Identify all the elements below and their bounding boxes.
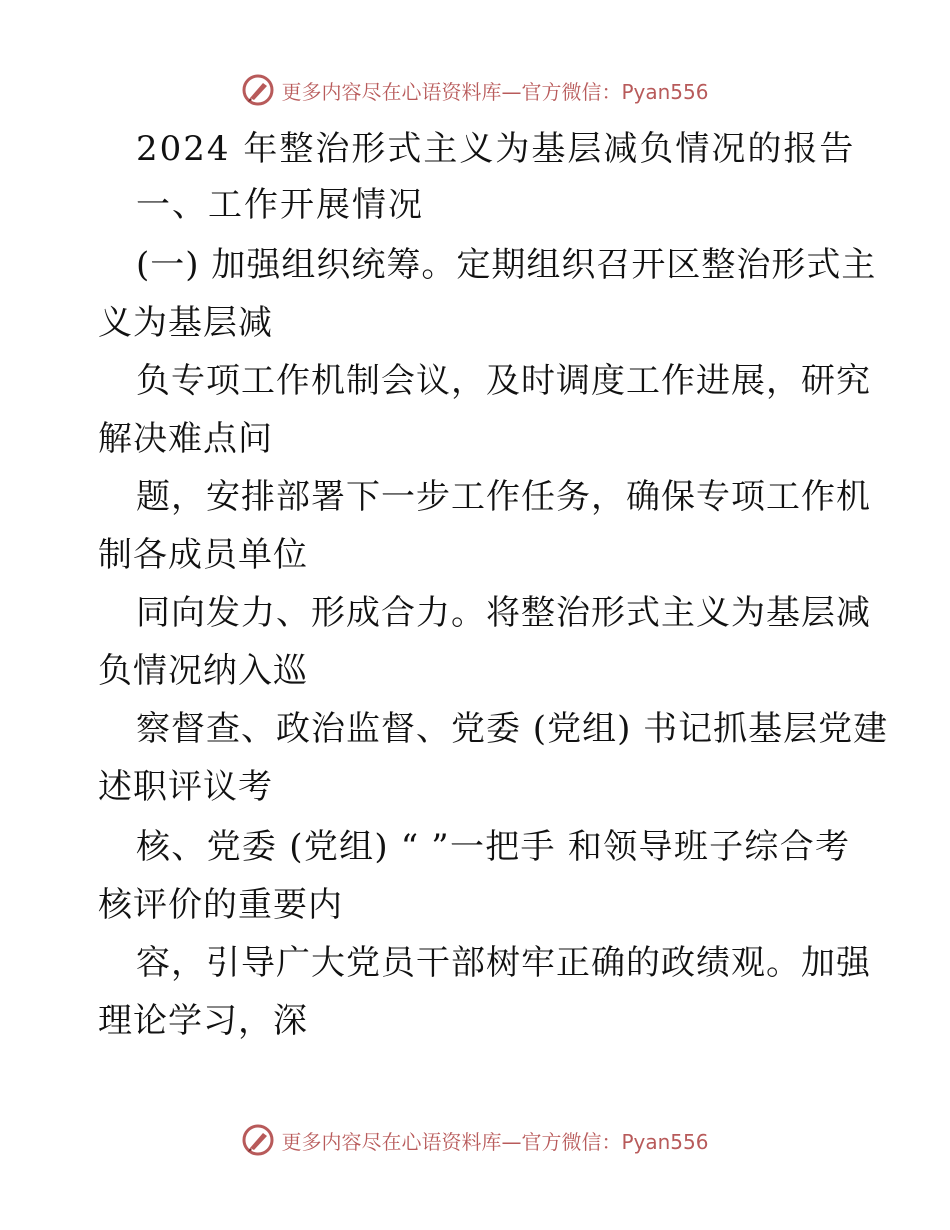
- paragraph-line: 理论学习，深: [98, 1001, 308, 1041]
- paragraph-line: 制各成员单位: [98, 535, 308, 575]
- paragraph-line: 核评价的重要内: [98, 885, 343, 925]
- paragraph-line: 述职评议考: [98, 767, 273, 807]
- document-title: 2024 年整治形式主义为基层减负情况的报告: [136, 129, 856, 169]
- paragraph-line: 题，安排部署下一步工作任务，确保专项工作机: [136, 477, 871, 517]
- paragraph-line: 同向发力、形成合力。将整治形式主义为基层减: [136, 593, 871, 633]
- paragraph-line: 负情况纳入巡: [98, 651, 308, 691]
- paragraph-line: 解决难点问: [98, 419, 273, 459]
- paragraph-line: 义为基层减: [98, 303, 273, 343]
- paragraph-line: 核、党委 (党组) “ ”一把手 和领导班子综合考: [136, 827, 850, 867]
- paragraph-line: 察督查、政治监督、党委 (党组) 书记抓基层党建: [136, 709, 889, 749]
- pen-logo-icon: [241, 1123, 275, 1157]
- paragraph-line: 负专项工作机制会议，及时调度工作进展，研究: [136, 361, 871, 401]
- pen-logo-icon: [241, 73, 275, 107]
- section-heading: 一、工作开展情况: [136, 185, 424, 225]
- paragraph-line: 容，引导广大党员干部树牢正确的政绩观。加强: [136, 943, 871, 983]
- paragraph-line: (一) 加强组织统筹。定期组织召开区整治形式主: [136, 245, 877, 285]
- watermark-text: 更多内容尽在心语资料库—官方微信：Pyan556: [281, 1129, 709, 1154]
- footer-watermark: [0, 1122, 950, 1158]
- watermark-text: 更多内容尽在心语资料库—官方微信：Pyan556: [281, 79, 709, 104]
- header-watermark: [0, 72, 950, 108]
